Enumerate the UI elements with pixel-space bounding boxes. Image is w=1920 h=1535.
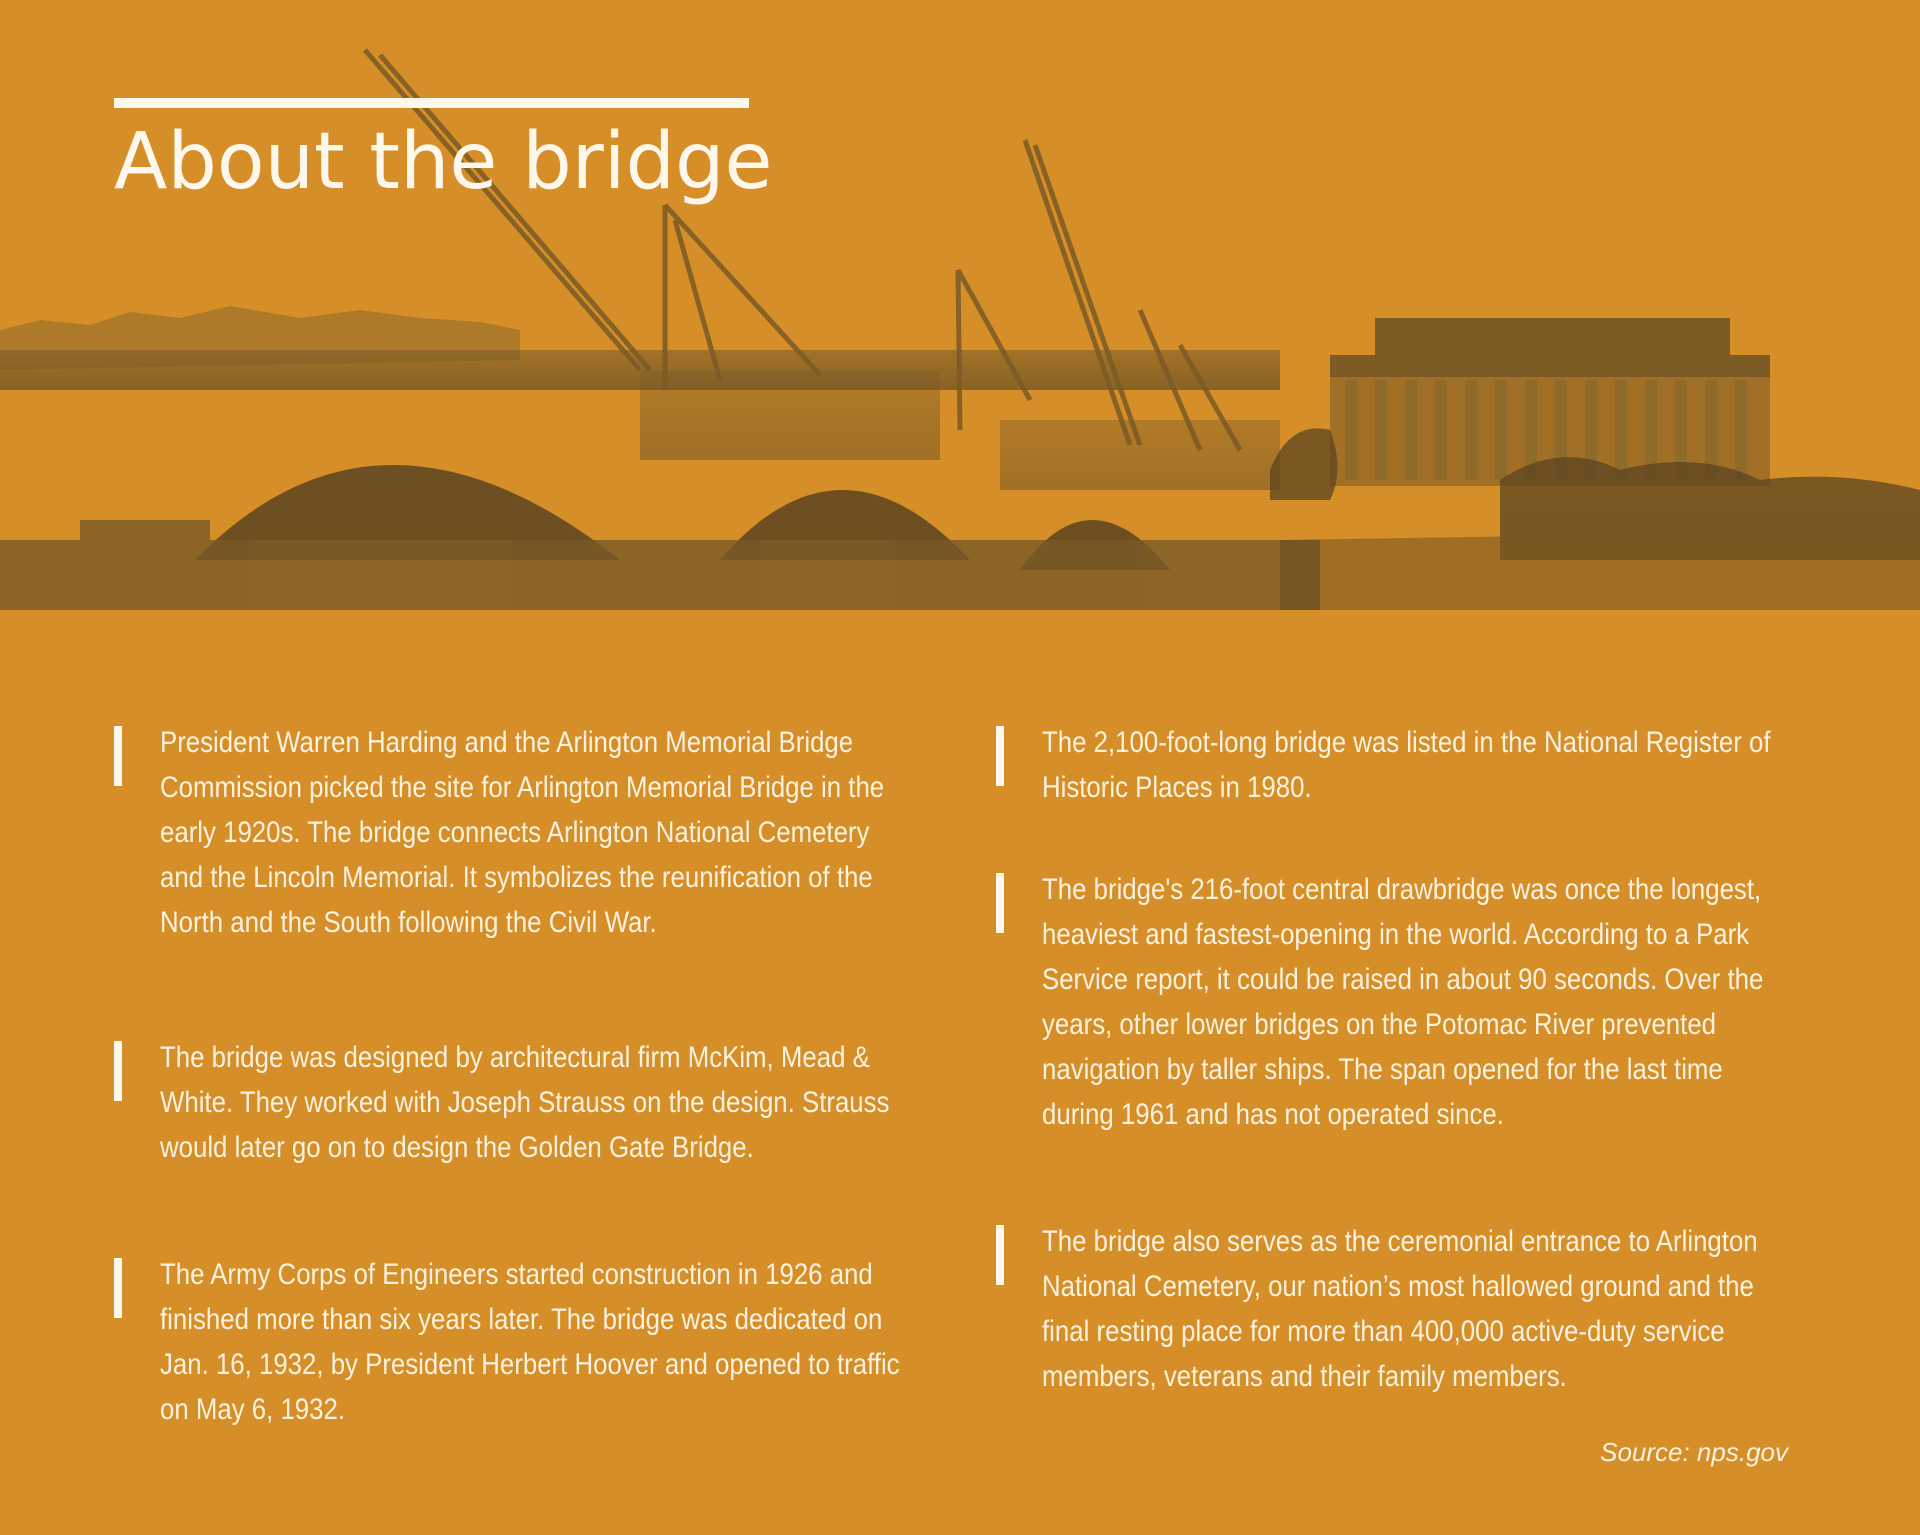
fact-text: The bridge was designed by architectural firm McKim, Mead & White. They worked with Joseph Strauss on the design. Strauss would later go on to design the Golden Gate Bridge. [160,1041,890,1164]
fact-item [114,720,904,945]
fact-item [996,1219,1786,1399]
fact-item [114,1252,904,1432]
fact-item [996,867,1786,1137]
bullet-bar [114,1041,122,1101]
fact-text: The 2,100-foot-long bridge was listed in the National Register of Historic Places in 1980. [1042,726,1771,804]
fact-item [996,720,1786,810]
bullet-bar [114,726,122,786]
bullet-bar [996,726,1004,786]
fact-text: The Army Corps of Engineers started construction in 1926 and finished more than six years later. The bridge was dedicated on Jan. 16, 1932, by President Herbert Hoover and opened to traffic on May 6, 1932. [160,1258,900,1426]
left-column [114,720,904,1432]
bullet-bar [114,1258,122,1318]
title-rule [114,98,749,108]
source-credit: Source: nps.gov [1600,1437,1788,1467]
bullet-bar [996,1225,1004,1285]
fact-item [114,1035,904,1170]
bullet-bar [996,873,1004,933]
right-column [996,720,1786,1399]
page-title: About the bridge [114,117,773,207]
fact-text: The bridge's 216-foot central drawbridge was once the longest, heaviest and fastest-opening in the world. According to a Park Service report, it could be raised in about 90 seconds. Over the years, other lower bridges on the Potomac River prevented navigation by taller ships. The span opened for the last time during 1961 and has not operated since. [1042,873,1764,1131]
fact-text: The bridge also serves as the ceremonial entrance to Arlington National Cemetery, our nation’s most hallowed ground and the final resting place for more than 400,000 active-duty service members, veterans and their family members. [1042,1225,1758,1393]
fact-text: President Warren Harding and the Arlington Memorial Bridge Commission picked the site for Arlington Memorial Bridge in the early 1920s. The bridge connects Arlington National Cemetery and the Lincoln Memorial. It symbolizes the reunification of the North and the South following the Civil War. [160,726,885,939]
